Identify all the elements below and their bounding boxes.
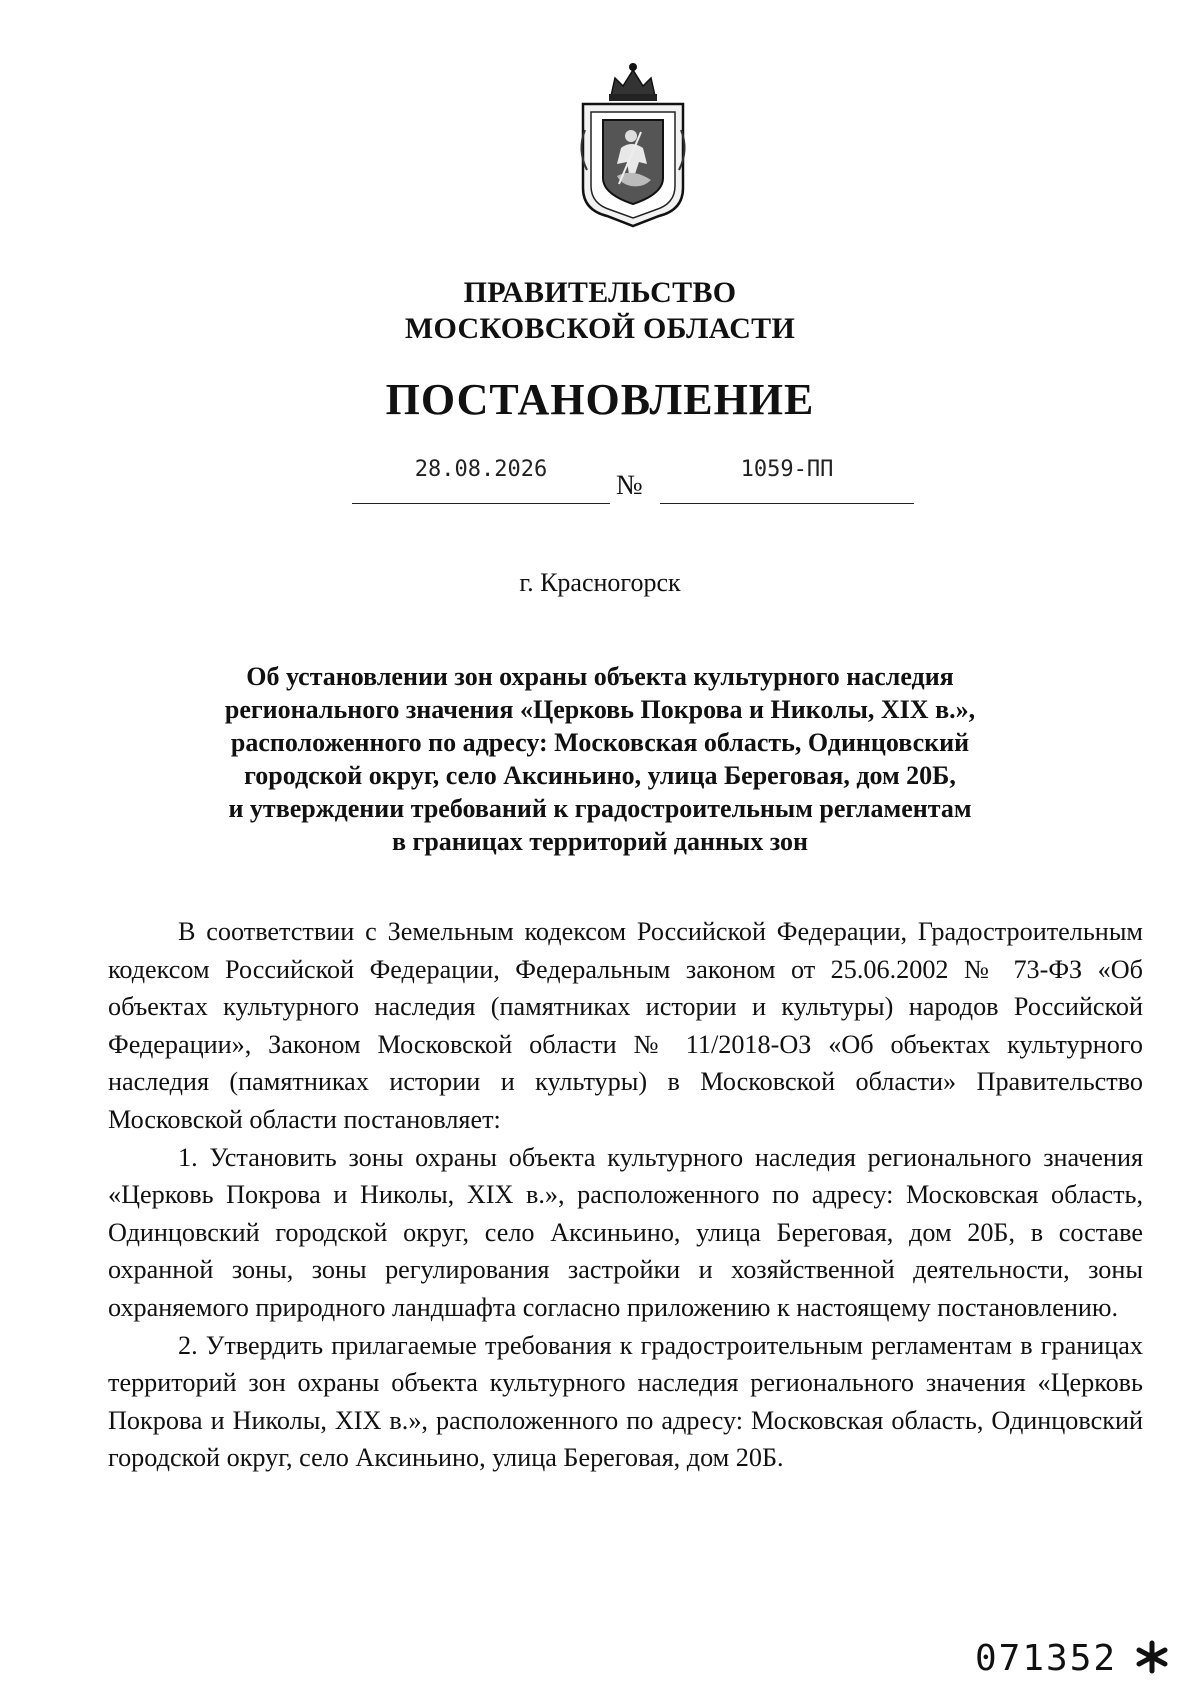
title-line: Об установлении зон охраны объекта культурного наследия	[246, 662, 954, 691]
government-name	[0, 275, 1200, 347]
item-1-paragraph: 1. Установить зоны охраны объекта культурного наследия регионального значения «Церковь Покрова и Николы, XIX в.», расположенного по адресу: Московская область, Одинцовский городской округ, село Аксиньино, улица Береговая, дом 20Б, в составе охранной зоны, зоны регулирования застройки и хозяйственной деятельности, зоны охраняемого природного ландшафта согласно приложению к настоящему постановлению.	[108, 1142, 1143, 1322]
title-line: регионального значения «Церковь Покрова и Николы, XIX в.»,	[224, 695, 976, 724]
item-2-paragraph: 2. Утвердить прилагаемые требования к градостроительным регламентам в границах территорий зон охраны объекта культурного наследия регионального значения «Церковь Покрова и Николы, XIX в.», расположенного по адресу: Московская область, Одинцовский городской округ, село Аксиньино, улица Береговая, дом 20Б.	[108, 1330, 1143, 1473]
date-value: 28.08.2026	[414, 457, 548, 482]
document-title	[140, 660, 1060, 858]
title-line: и утверждении требований к градостроительным регламентам	[228, 794, 972, 823]
title-line: в границах территорий данных зон	[392, 827, 808, 856]
number-sign: №	[616, 470, 643, 501]
document-type: ПОСТАНОВЛЕНИЕ	[385, 375, 815, 424]
date-field	[352, 457, 610, 504]
city: г. Красногорск	[519, 568, 681, 597]
preamble-paragraph: В соответствии с Земельным кодексом Российской Федерации, Градостроительным кодексом Российской Федерации, Федеральным законом от 25.06.2002 № 73-ФЗ «Об объектах культурного наследия (памятниках истории и культуры) народов Российской Федерации», Законом Московской области № 11/2018-ОЗ «Об объектах культурного наследия (памятниках истории и культуры) в Московской области» Правительство Московской области постановляет:	[108, 917, 1143, 1134]
registration-number: 071352	[975, 1638, 1118, 1679]
number-value: 1059-ПП	[740, 457, 834, 482]
asterisk-icon	[1135, 1640, 1169, 1674]
government-line-2: МОСКОВСКОЙ ОБЛАСТИ	[404, 312, 796, 345]
government-line-1: ПРАВИТЕЛЬСТВО	[463, 276, 737, 309]
title-line: расположенного по адресу: Московская область, Одинцовский	[230, 728, 970, 757]
number-field	[660, 457, 914, 504]
coat-of-arms-icon	[573, 60, 693, 228]
title-line: городской округ, село Аксиньино, улица Береговая, дом 20Б,	[244, 761, 956, 790]
document-body	[108, 913, 1143, 1477]
